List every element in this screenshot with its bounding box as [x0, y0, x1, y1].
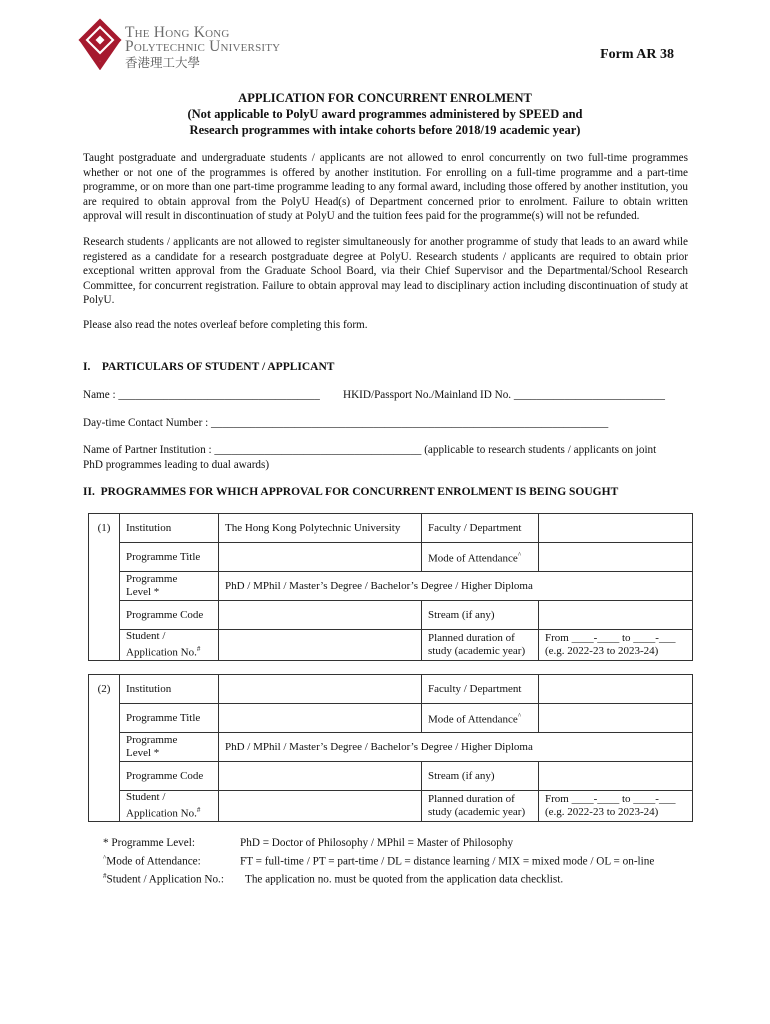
university-name-chinese: 香港理工大學 [125, 55, 201, 70]
programme-level-options[interactable]: PhD / MPhil / Master’s Degree / Bachelor’s Degree / Higher Diploma [219, 733, 693, 762]
programme-title-label: Programme Title [120, 704, 219, 733]
duration-label: Planned duration of study (academic year) [422, 791, 539, 822]
stream-input[interactable] [539, 762, 693, 791]
institution-input[interactable] [219, 675, 422, 704]
university-name-line1: The Hong Kong [125, 24, 230, 41]
faculty-label: Faculty / Department [422, 675, 539, 704]
programme-number: (2) [89, 675, 120, 822]
programme-level-label: Programme Level * [120, 733, 219, 762]
institution-label: Institution [120, 514, 219, 543]
name-field[interactable]: Name : ____________________________________ [83, 389, 320, 401]
student-no-label: Student / Application No.# [120, 630, 219, 661]
programme-level-label: Programme Level * [120, 572, 219, 601]
university-name-line2: Polytechnic University [125, 38, 281, 55]
mode-label: Mode of Attendance^ [422, 543, 539, 572]
polyu-logo [78, 18, 122, 70]
programme-code-label: Programme Code [120, 762, 219, 791]
title-line-3: Research programmes with intake cohorts before 2018/19 academic year) [189, 123, 581, 137]
footnotes [103, 836, 654, 887]
institution-label: Institution [120, 675, 219, 704]
stream-label: Stream (if any) [422, 601, 539, 630]
form-number: Form AR 38 [600, 47, 674, 62]
stream-input[interactable] [539, 601, 693, 630]
programme-2-table [88, 674, 693, 822]
mode-label: Mode of Attendance^ [422, 704, 539, 733]
programme-code-input[interactable] [219, 762, 422, 791]
duration-input[interactable]: From ____-____ to ____-___ (e.g. 2022-23 to 2023-24) [539, 791, 693, 822]
faculty-input[interactable] [539, 514, 693, 543]
programme-title-label: Programme Title [120, 543, 219, 572]
mode-input[interactable] [539, 543, 693, 572]
title-line-2: (Not applicable to PolyU award programmes administered by SPEED and [187, 107, 583, 121]
student-no-input[interactable] [219, 630, 422, 661]
faculty-input[interactable] [539, 675, 693, 704]
programme-number: (1) [89, 514, 120, 661]
programme-level-options[interactable]: PhD / MPhil / Master’s Degree / Bachelor’s Degree / Higher Diploma [219, 572, 693, 601]
form-title [0, 90, 770, 138]
intro-paragraph-research: Research students / applicants are not allowed to register simultaneously for another programme of study that leads to an award while registered as a candidate for a research postgraduate degree at PolyU. Research students / applicants are required to obtain prior exceptional written approval from the Graduate School Board, via their Chief Supervisor and the Departmental/School Research Committee, for concurrent registration. Failure to obtain approval may lead to disciplinary action including discontinuation of study at PolyU. [83, 236, 688, 306]
footnote-mode: ^Mode of Attendance: FT = full-time / PT = part-time / DL = distance learning / MIX = mixed mode / OL = on-line [103, 853, 655, 868]
footnote-level: * Programme Level: PhD = Doctor of Philosophy / MPhil = Master of Philosophy [103, 837, 514, 849]
section-2-heading: II. PROGRAMMES FOR WHICH APPROVAL FOR CONCURRENT ENROLMENT IS BEING SOUGHT [83, 486, 619, 498]
programme-code-input[interactable] [219, 601, 422, 630]
section-1-heading: I. PARTICULARS OF STUDENT / APPLICANT [83, 361, 335, 373]
hkid-field[interactable]: HKID/Passport No./Mainland ID No. ___________________________ [343, 389, 665, 401]
contact-number-field[interactable]: Day-time Contact Number : _______________________________________________________________________ [83, 417, 609, 429]
student-no-input[interactable] [219, 791, 422, 822]
programme-1-table [88, 513, 693, 661]
institution-value[interactable]: The Hong Kong Polytechnic University [219, 514, 422, 543]
mode-input[interactable] [539, 704, 693, 733]
student-no-label: Student / Application No.# [120, 791, 219, 822]
duration-label: Planned duration of study (academic year) [422, 630, 539, 661]
partner-institution-field[interactable]: Name of Partner Institution : _____________________________________ (applicable to research students / applicants on joint [83, 444, 657, 456]
partner-institution-note: PhD programmes leading to dual awards) [83, 459, 270, 471]
programme-title-input[interactable] [219, 704, 422, 733]
intro-paragraph-taught: Taught postgraduate and undergraduate students / applicants are not allowed to enrol concurrently on two full-time programmes whether or not one of the programmes is offered by another institution. For enrolling on a full-time programme and a part-time programme, or on more than one part-time programme leading to any formal award, including those offered by another institution, you are required to obtain approval from the PolyU Head(s) of Department concerned prior to enrolment. Failure to obtain written approval will result in discontinuation of study at PolyU and the tuition fees paid for the programme(s) will not be refunded. [83, 152, 688, 222]
programme-title-input[interactable] [219, 543, 422, 572]
footnote-student-no: #Student / Application No.: The application no. must be quoted from the application data checklist. [103, 871, 564, 886]
title-line-1: APPLICATION FOR CONCURRENT ENROLMENT [238, 91, 532, 105]
duration-input[interactable]: From ____-____ to ____-___ (e.g. 2022-23 to 2023-24) [539, 630, 693, 661]
intro-paragraph-notes: Please also read the notes overleaf before completing this form. [83, 319, 368, 331]
faculty-label: Faculty / Department [422, 514, 539, 543]
stream-label: Stream (if any) [422, 762, 539, 791]
programme-code-label: Programme Code [120, 601, 219, 630]
